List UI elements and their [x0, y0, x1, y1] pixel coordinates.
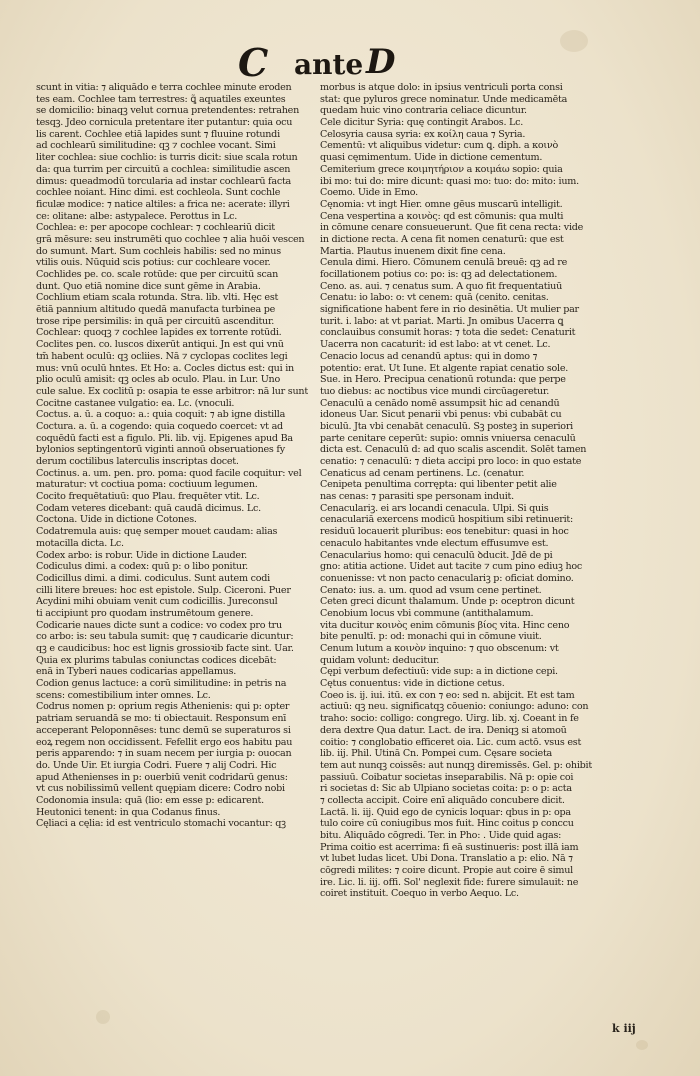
text-line: tm̄ habent oculū: qꝫ ocliies. Nā ⁊ cyclopas coclites legi — [36, 350, 288, 362]
text-line: cilli litere breues: hoc est epistole. Sulp. Ciceroni. Puer — [36, 584, 291, 596]
text-line: in cōmune cenare consueuerunt. Que fit cena recta: vide — [320, 222, 584, 234]
text-line: Cępi verbum defectiuū: vide sup: a in dictione cepi. — [320, 666, 558, 678]
text-line: Coctus. a. ū. a coquo: a.: quia coquit: ⁊ ab igne distilla — [36, 409, 286, 421]
text-line: se domicilio: binaqꝫ velut cornua pretendentes: retrahen — [36, 105, 299, 117]
text-line: passiuū. Coibatur societas inseparabilis. Nā p: opie coi — [320, 771, 574, 783]
right-text-column — [320, 82, 592, 900]
text-line: Acydini mihi obuiam venit cum codicillis. Jureconsul — [36, 596, 278, 608]
text-line: cochlee noiant. Hinc dimi. est cochleola. Sunt cochle — [36, 187, 281, 199]
text-line: biculū. Jta vbi cenabāt cenaculū. Sꝫ posteꝫ in superiori — [320, 420, 573, 432]
text-line: Cochlea: e: per apocope cochlear: ⁊ cochleariū dicit — [36, 222, 275, 234]
text-line: tes eam. Cochlee tam terrestres: ꝗ̃ aquatiles exeuntes — [36, 93, 286, 105]
text-line: Coctura. a. ū. a cogendo: quia coquedo coercet: vt ad — [36, 420, 283, 432]
text-line: traho: socio: colligo: congrego. Uirg. lib. xj. Coeant in fe — [320, 713, 579, 725]
text-line: liter cochlea: siue cochlio: is turris dicit: siue scala rotun — [36, 152, 298, 164]
text-line: tulo coire cū coniugibus mos fuit. Hinc coitus p conccu — [320, 818, 574, 830]
text-line: conuenisse: vt non pacto cenaculariꝫ p: oficiat domino. — [320, 572, 574, 584]
text-line: lib. iij. Phil. Utinā Cn. Pompei cum. Cęsare societa — [320, 748, 553, 760]
text-line: tesqꝫ. Jdeo cornicula pretentare iter putantur: quia ocu — [36, 117, 293, 129]
text-line: ētiā pannium altitudo quedā manufacta turbinea pe — [36, 304, 276, 316]
text-line: scunt in vitia: ⁊ aliquādo e terra cochlee minute eroden — [36, 82, 292, 93]
text-line: coiret instituit. Coequo in verbo Aequo. Lc. — [320, 888, 519, 900]
text-line: ce: olitane: albe: astypalece. Perottus in Lc. — [36, 210, 238, 222]
text-line: morbus is atque dolo: in ipsius ventriculi porta consi — [320, 82, 563, 93]
text-line: vtilis ouis. Nūquid scis potius: cur cochleare vocer. — [36, 257, 271, 269]
text-line: Cenacularius homo: qui cenaculū ꝺducit. Jdē de pi — [320, 549, 553, 561]
text-line: Uacerra non cacaturit: id est labo: at vt cenet. Lc. — [320, 339, 551, 351]
text-line: Cementū: vt aliquibus videtur: cum ꝗ. diph. a κοινὸ — [320, 140, 559, 152]
text-line: Ceno. as. aui. ⁊ cenatus sum. A quo fit frequentatiuū — [320, 280, 563, 292]
text-line: conclauibus consumit horas: ⁊ tota die sedet: Cenaturit — [320, 327, 576, 339]
text-line: Sue. in Hero. Precipua cenationū rotunda: que perpe — [320, 374, 566, 386]
text-line: Cemiterium grece κοιμητήριον a κοιμάω sopio: quia — [320, 163, 563, 175]
text-line: Coclites pen. co. luscos dixerūt antiqui. Jn est qui vnū — [36, 339, 284, 351]
text-line: Ceten greci dicunt thalamum. Unde p: oceptron dicunt — [320, 596, 575, 608]
text-line: dunt. Quo etiā nomine dice sunt gēme in Arabia. — [36, 280, 261, 292]
text-line: grā mēsure: seu instrumēti quo cochlee ⁊ alia huōi vescen — [36, 233, 305, 245]
text-line: Cenula dimi. Hiero. Cōmunem cenulā breuē: qꝫ ad re — [320, 257, 568, 269]
text-line: Codion genus lactuce: a corū similitudine: in petris na — [36, 678, 287, 690]
text-line: idoneus Uar. Sicut penarii vbi penus: vbi cubabāt cu — [320, 409, 562, 421]
text-line: Coctinus. a. um. pen. pro. poma: quod facile coquitur: vel — [36, 467, 302, 479]
text-line: Codiculus dimi. a codex: quū p: o libo ponitur. — [36, 561, 248, 573]
header-word: ante — [294, 48, 364, 81]
text-line: coquēdū facti est a figulo. Pli. lib. vij. Epigenes apud Ba — [36, 432, 293, 444]
text-line: enā in Tyberi naues codicarias appellamus. — [36, 666, 237, 678]
text-line: peris apparendo: ⁊ in suam necem per iurgia p: ouocan — [36, 748, 292, 760]
text-line: Cocitne castanee vulgatio: ea. Lc. (vnoculi. — [36, 397, 235, 409]
text-line: Cena vespertina a κοινὸς: qd est cōmunis: qua multi — [320, 210, 564, 222]
text-line: cōgredi milites: ⁊ coire dicunt. Propie aut coire ē simul — [320, 865, 573, 877]
text-line: lis carent. Cochlee etiā lapides sunt ⁊ fluuine rotundi — [36, 128, 280, 140]
header-initial: C — [238, 40, 269, 85]
text-line: Cele dicitur Syria: quę contingit Arabos. Lc. — [320, 117, 524, 129]
paper-stain — [636, 1040, 648, 1050]
text-line: tuo diebus: ac noctibus vice mundi circūageretur. — [320, 385, 550, 397]
text-line: Coemo. Uide in Emo. — [320, 187, 418, 199]
text-line: gno: atitia actione. Uidet aut tacite ⁊ cum pino ediuꝫ hoc — [320, 561, 583, 573]
text-line: Codicarie naues dicte sunt a codice: vo codex pro tru — [36, 619, 282, 631]
text-line: Cochlear: quoqꝫ ⁊ cochlee lapides ex torrente rotūdi. — [36, 327, 282, 339]
text-line: Cenipeta penultima corrępta: qui libenter petit alie — [320, 479, 557, 491]
text-line: trose ripe persimilis: in quā per circuitū ascenditur. — [36, 315, 275, 327]
text-line: ibi mo: tui do: mire dicunt: quasi mo: tuo: do: mito: ium. — [320, 175, 579, 187]
text-line: Quia ex plurims tabulas coniunctas codices dicebāt: — [36, 654, 277, 666]
text-line: tem aut nunqꝫ coissēs: aut nunqꝫ diremissēs. Gel. p: ohibit — [320, 759, 592, 771]
text-line: parte cenitare ceperūt: supio: omnis vniuersa cenaculū — [320, 432, 576, 444]
text-line: Cenobium locus vbi commune (antithalamum. — [320, 607, 534, 619]
text-line: nas cenas: ⁊ parasiti spe personam induit. — [320, 491, 514, 503]
text-line: byloniοs septingentorū viginti annoū obseruationes fy — [36, 444, 285, 456]
text-line: Codam veteres dicebant: quā caudā dicimus. Lc. — [36, 502, 261, 514]
text-line: ti accipiunt pro quodam instrumētoum genere. — [36, 607, 254, 619]
text-line: Codatremula auis: quę semper mouet caudam: alias — [36, 526, 278, 538]
text-line: quedam huic vino contraria celiace dicuntur. — [320, 105, 527, 117]
text-line: dimus: queadmodū torcularia ad instar cochlearū facta — [36, 175, 292, 187]
text-line: quidam volunt: deducitur. — [320, 654, 440, 666]
text-line: quasi cęmimentum. Uide in dictione cementum. — [320, 152, 543, 164]
text-line: Codrus nomen p: oprium regis Athenienis: qui p: opter — [36, 701, 290, 713]
text-line: Cenaculariꝫ. ei ars locandi cenacula. Ulpi. Si quis — [320, 502, 549, 514]
text-line: Cenacio locus ad cenandū aptus: qui in domo ⁊ — [320, 350, 538, 362]
text-line: Coeo is. ij. iui. itū. ex con ⁊ eo: sed n. abijcit. Et est tam — [320, 689, 575, 701]
text-line: dicta est. Cenaculū d: ad quo scalis ascendit. Solēt tamen — [320, 444, 587, 456]
text-line: vt lubet ludas licet. Ubi Dona. Translatio a p: elio. Nā ⁊ — [320, 853, 573, 865]
paper-stain — [96, 1010, 110, 1024]
running-header — [0, 38, 700, 85]
text-line: Codicillus dimi. a dimi. codiculus. Sunt autem codi — [36, 572, 270, 584]
text-line: Cenato: ius. a. um. quod ad vsum cene pertinet. — [320, 584, 542, 596]
text-line: Cęliaci a cęlia: id est ventriculo stomachi vocantur: qꝫ — [36, 818, 286, 830]
text-line: cenatio: ⁊ cenaculū: ⁊ dieta accipi pro loco: in quo estate — [320, 456, 582, 467]
text-line: Celosyria causa syria: ex κοίλη caua ⁊ Syria. — [320, 128, 526, 140]
text-line: turit. i. labo: at vt pariat. Marti. Jn omibus Uacerra ꝗ — [320, 315, 564, 327]
text-line: bitu. Aliquādo cōgredi. Ter. in Pho: . Uide quid agas: — [320, 830, 562, 841]
text-line: Prima coitio est acerrima: fi eā sustinueris: post illā iam — [320, 841, 579, 853]
text-line: in dictione recta. A cena fit nomen cenaturū: que est — [320, 233, 564, 245]
text-line: qꝫ e caudicibus: hoc est lignis grossioꝛib̄ facte sint. Uar. — [36, 643, 294, 654]
text-line: Codex arbo: is robur. Uide in dictione Lauder. — [36, 549, 247, 561]
text-line: vita ducitur κοινὸς enim cōmunis βίος vita. Hinc ceno — [320, 619, 570, 631]
text-line: stat: que pyluros grece nominatur. Unde medicamēta — [320, 93, 568, 105]
text-line: ficulæ modice: ⁊ natice altiles: a frica ne: acerate: illyri — [36, 198, 290, 210]
text-line: Cenum lutum a κοινὸν inquino: ⁊ quo obscenum: vt — [320, 643, 559, 654]
text-line: Cochlides pe. co. scale rotūde: que per circuitū scan — [36, 269, 279, 280]
text-line: Cęnomia: vt ingt Hier. omne gēus muscarū intelligit. — [320, 198, 563, 210]
text-line: vt cus nobilissimū vellent quępiam dicere: Codro nobi — [36, 783, 285, 795]
text-line: cenaculo habitantes vnde electum effusumve est. — [320, 537, 549, 549]
text-line: eoꝝ regem non occidissent. Fefellit ergo eos habitu pau — [36, 736, 293, 748]
text-line: Cenaculū a cenādo nomē assumpsit hic ad cenandū — [320, 397, 560, 409]
text-line: Coctona. Uide in dictione Cotones. — [36, 514, 197, 526]
text-line: co arbo: is: seu tabula sumit: quę ⁊ caudicarie dicuntur: — [36, 631, 294, 643]
text-line: actiuū: qꝫ neu. significatqꝫ cōuenio: coniungo: aduno: con — [320, 701, 589, 713]
text-line: Heutonici tenent: in qua Codanus finus. — [36, 806, 221, 818]
text-line: potentio: erat. Ut Iune. Et algente rapiat cenatio sole. — [320, 362, 569, 374]
header-final: D — [366, 42, 396, 82]
text-line: da: qua turrim per circuitū a cochlea: similitudie ascen — [36, 163, 291, 175]
text-line: acceperant Peloponnēses: tunc demū se superaturos si — [36, 724, 291, 736]
text-line: Cętus conuentus: vide in dictione cetus. — [320, 678, 505, 690]
text-line: Cochlium etiam scala rotunda. Stra. lib. vlti. Hęc est — [36, 292, 279, 304]
text-line: Cocito frequētatiuū: quo Plau. frequēter vtit. Lc. — [36, 491, 260, 503]
text-line: ri societas d: Sic ab Ulpiano societas coita: p: o p: acta — [320, 783, 572, 795]
text-line: focillationem potius co: po: is: qꝫ ad delectationem. — [320, 269, 558, 280]
text-line: residuū locauerit pluribus: eos tenebitur: quasi in hoc — [320, 526, 569, 538]
text-line: mus: vnū oculū hntes. Et Ho: a. Cocles dictus est: qui in — [36, 362, 294, 374]
text-line: maturatur: vt coctiua poma: coctiuum legumen. — [36, 479, 258, 491]
text-line: Martia. Plautus inuenem dixit fine cena. — [320, 245, 506, 257]
left-text-column — [36, 82, 308, 830]
text-line: coitio: ⁊ conglobatio efficeret oia. Lic. cum actō. vsus est — [320, 736, 582, 748]
text-line: significatione habent fere in rio desinētia. Ut mulier par — [320, 304, 579, 316]
text-line: Codonomia insula: quā (lio: em esse p: edicarent. — [36, 794, 264, 806]
text-line: dera dextre Qua datur. Lact. de ira. Deniqꝫ si atomoū — [320, 724, 567, 736]
text-line: do sumunt. Mart. Sum cochleis habilis: sed no minus — [36, 245, 281, 257]
text-line: apud Athenienses in p: ouerbiū venit codridarū genus: — [36, 771, 288, 783]
text-line: ⁊ collecta accipit. Coire enī aliquādo concubere dicit. — [320, 794, 565, 806]
text-line: motacilla dicta. Lc. — [36, 537, 124, 549]
text-line: ire. Lic. li. iij. offi. Sol' neglexit fide: furere simulauit: ne — [320, 876, 579, 888]
text-line: ad cochlearū similitudine: qꝫ ⁊ cochlee vocant. Simi — [36, 140, 276, 152]
text-line: cule salue. Ex coclitū p: osapia te esse arbitror: nā lur sunt — [36, 385, 308, 397]
text-line: patriam seruandā se mo: ti obiectauit. Responsum enī — [36, 713, 287, 725]
text-line: scens: comestibilium inter omnes. Lc. — [36, 689, 211, 701]
text-line: plio oculū amisit: qꝫ ocles ab oculo. Plau. in Lur. Uno — [36, 374, 281, 386]
text-line: Lactā. li. iij. Quid ego de cynicis loquar: qbus in p: opa — [320, 806, 571, 818]
signature-mark: k iij — [612, 1022, 636, 1035]
text-line: bite penultī. p: od: monachi qui in cōmune viuit. — [320, 631, 542, 643]
text-line: Cenaticus ad cenam pertinens. Lc. (cenatur. — [320, 467, 525, 479]
text-line: do. Unde Uir. Et iurgia Codri. Fuere ⁊ alij Codri. Hic — [36, 759, 277, 771]
text-line: Cenatu: io labo: o: vt cenem: quā (cenito. cenitas. — [320, 292, 549, 304]
text-line: derum coctilibus laterculis inscriptas docet. — [36, 456, 239, 467]
text-line: cenaculariā exercens modicū hospitium sibi retinuerit: — [320, 514, 574, 526]
